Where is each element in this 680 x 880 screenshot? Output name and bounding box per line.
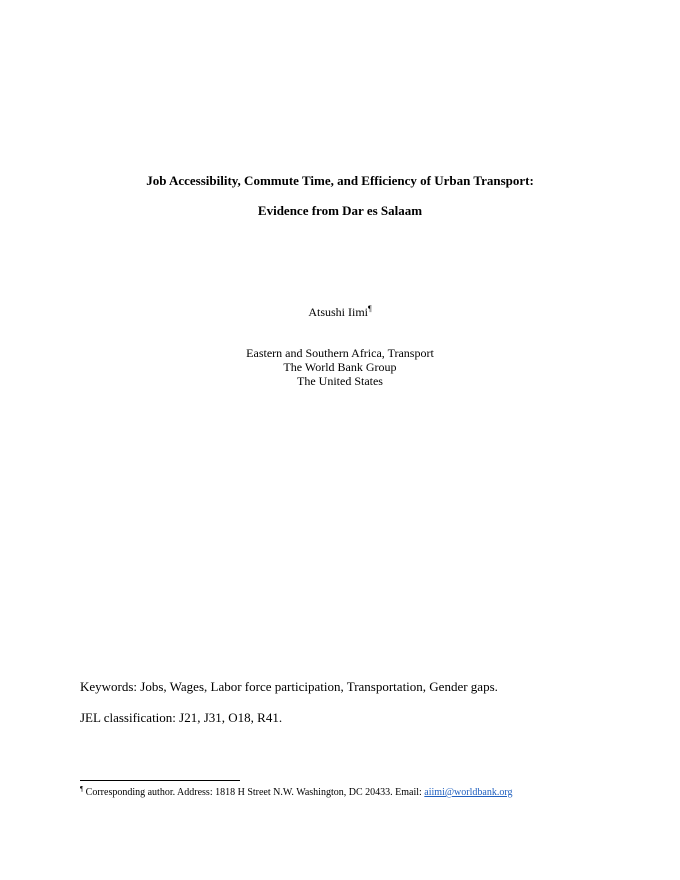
email-link[interactable]: aiimi@worldbank.org — [424, 787, 513, 798]
affiliation-line-1: Eastern and Southern Africa, Transport — [246, 346, 434, 360]
footnote — [80, 786, 512, 800]
author-footnote-marker: ¶ — [368, 304, 372, 313]
affiliation-line-3: The United States — [297, 374, 383, 388]
affiliation-block — [0, 346, 680, 388]
affiliation-line-2: The World Bank Group — [283, 360, 397, 374]
footnote-text: Corresponding author. Address: 1818 H Street N.W. Washington, DC 20433. Email: — [83, 787, 425, 798]
paper-title-line-1: Job Accessibility, Commute Time, and Efficiency of Urban Transport: — [146, 173, 534, 188]
jel-classification-line: JEL classification: J21, J31, O18, R41. — [80, 710, 283, 725]
author-block — [0, 304, 680, 320]
keywords-line: Keywords: Jobs, Wages, Labor force participation, Transportation, Gender gaps. — [80, 679, 498, 694]
paper-title-line-2: Evidence from Dar es Salaam — [257, 203, 423, 218]
author-name: Atsushi Iimi — [308, 305, 369, 319]
footnote-separator — [80, 780, 240, 781]
footnote-marker: ¶ — [80, 785, 84, 793]
